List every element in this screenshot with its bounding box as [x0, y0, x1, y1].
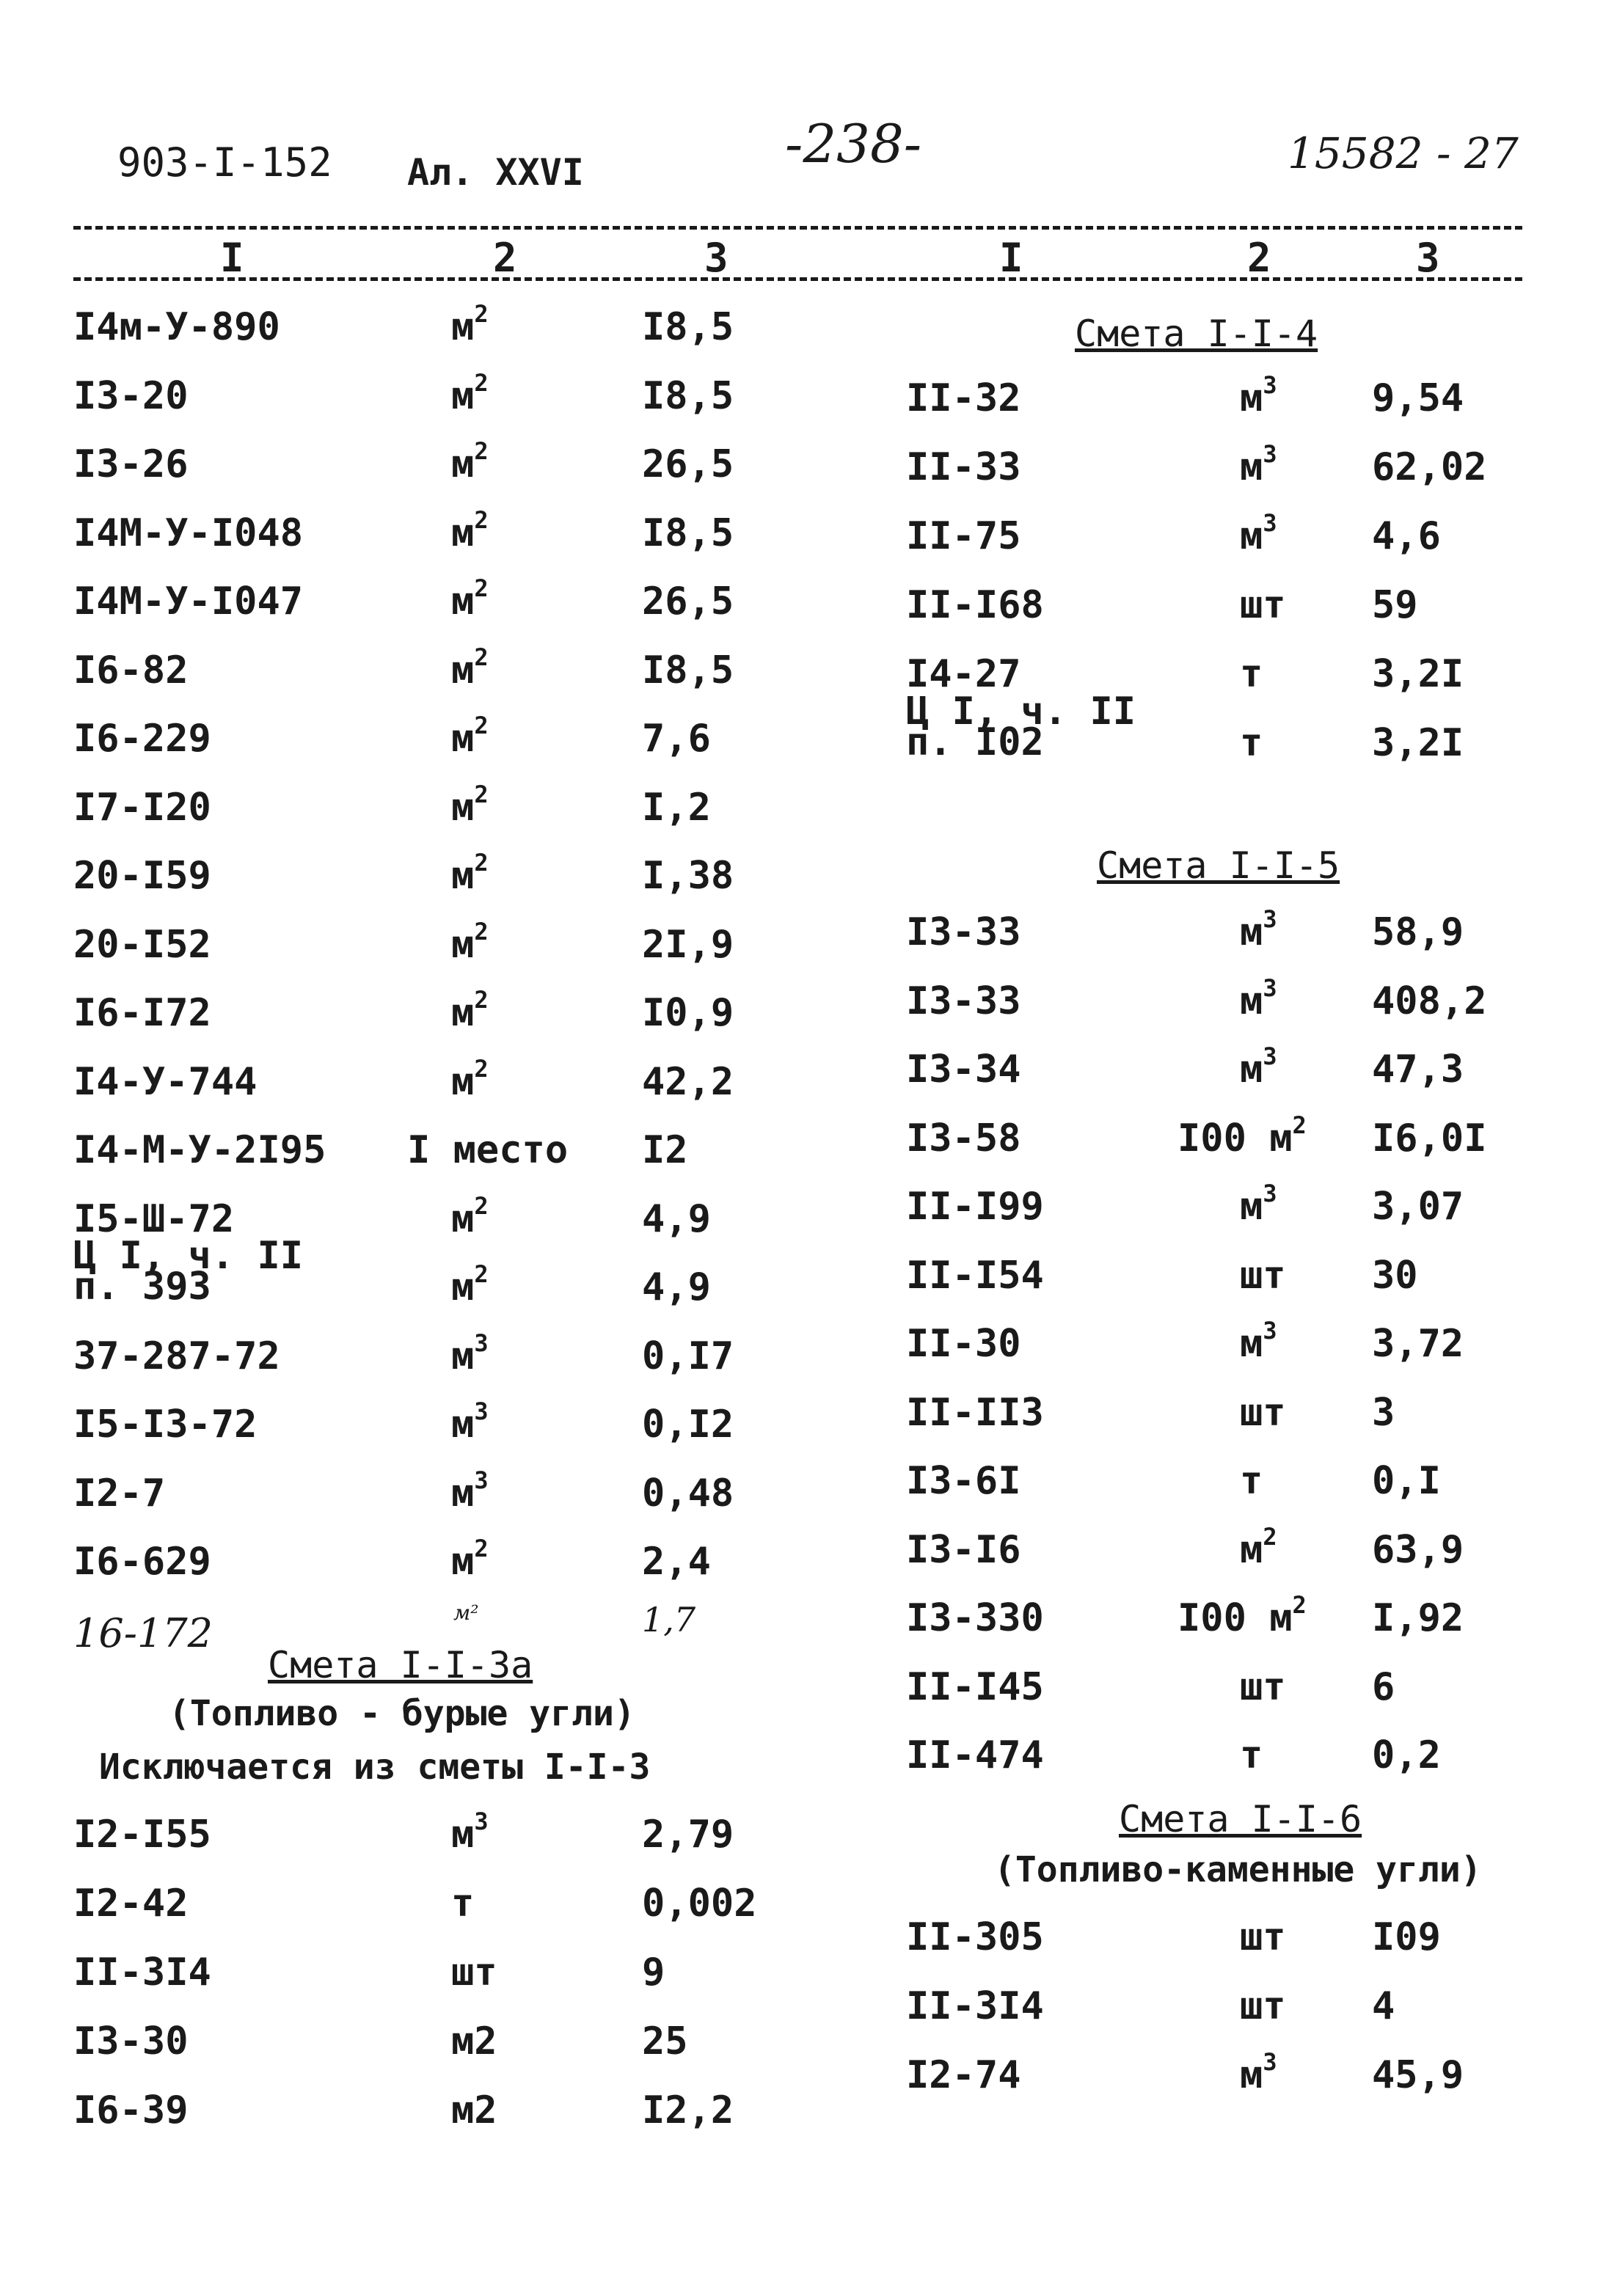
row-code: II-I54: [906, 1253, 1044, 1298]
row-unit: шт: [1240, 1984, 1286, 2028]
row-unit: шт: [1240, 1915, 1286, 1959]
row-code: II-32: [906, 376, 1021, 420]
row-unit: $м^2$: [451, 1535, 489, 1584]
row-code: I3-33: [906, 910, 1021, 954]
row-unit: м2: [451, 2019, 497, 2063]
row-unit: $м^2$: [451, 574, 489, 624]
row-value: 3,2I: [1372, 652, 1464, 696]
row-unit: шт: [1240, 1664, 1286, 1709]
row-value: 26,5: [642, 580, 734, 624]
row-code: I4-27: [906, 652, 1021, 696]
row-unit: $м^2$: [1240, 1522, 1277, 1572]
row-unit: $м^2$: [451, 986, 489, 1035]
row-code: II-II3: [906, 1390, 1044, 1435]
smeta-6-note-fuel: (Топливо-каменные угли): [994, 1849, 1482, 1890]
row-code: I2-7: [73, 1471, 166, 1516]
row-value: 4,9: [642, 1196, 711, 1241]
handwritten-code: 16-172: [73, 1610, 213, 1656]
row-code: I2-I55: [73, 1813, 211, 1857]
row-value: 4,6: [1372, 514, 1441, 558]
row-value: I8,5: [642, 373, 734, 418]
row-value: 25: [642, 2019, 688, 2063]
row-value: 4: [1372, 1984, 1395, 2028]
row-code: 20-I52: [73, 922, 211, 967]
row-value: I09: [1372, 1915, 1441, 1959]
row-unit: $м^2$: [451, 300, 489, 349]
row-unit: $м^2$: [451, 1054, 489, 1104]
row-unit: $м^2$: [451, 1260, 489, 1309]
row-unit: шт: [1240, 583, 1286, 627]
doc-code-text: 903-I-152: [117, 139, 332, 186]
row-code: II-305: [906, 1915, 1044, 1959]
right-col-header-3: 3: [1416, 235, 1440, 281]
row-value: 62,02: [1372, 445, 1487, 489]
row-value: 59: [1372, 583, 1418, 627]
row-unit: $м^3$: [1240, 509, 1277, 558]
row-value: I0,9: [642, 991, 734, 1035]
smeta-3a-title: Смета I-I-3а: [268, 1644, 533, 1686]
right-col-header-2: 2: [1247, 235, 1271, 281]
row-code: I3-30: [73, 2019, 189, 2063]
row-code: I3-330: [906, 1596, 1044, 1640]
row-code: I3-6I: [906, 1459, 1021, 1503]
row-value: 3,2I: [1372, 721, 1464, 765]
row-value: 0,2: [1372, 1733, 1441, 1777]
row-value: 30: [1372, 1253, 1418, 1298]
header-rule-top: [73, 226, 1522, 230]
row-value: 6: [1372, 1664, 1395, 1709]
row-value: 26,5: [642, 442, 734, 486]
row-code: II-I99: [906, 1185, 1044, 1229]
row-value: 63,9: [1372, 1527, 1464, 1572]
smeta-5-title: Смета I-I-5: [1097, 844, 1340, 887]
row-unit: $м^2$: [451, 917, 489, 967]
row-unit: $м^2$: [451, 849, 489, 898]
row-unit: I00 $м^2$: [1177, 1591, 1307, 1640]
row-code: Ц I, ч. II п. 393: [73, 1234, 304, 1309]
row-unit: т: [1240, 721, 1263, 765]
row-value: I,38: [642, 854, 734, 898]
row-code: 20-I59: [73, 854, 211, 898]
row-code: I3-26: [73, 442, 189, 486]
row-value: I2,2: [642, 2088, 734, 2132]
row-unit: т: [1240, 652, 1263, 696]
row-value: I6,0I: [1372, 1116, 1487, 1160]
row-code: II-75: [906, 514, 1021, 558]
row-code: I3-33: [906, 979, 1021, 1023]
row-unit: шт: [451, 1950, 497, 1995]
row-unit: $м^2$: [451, 1191, 489, 1241]
row-code: I7-I20: [73, 785, 211, 830]
left-col-header-2: 2: [493, 235, 517, 281]
row-code: I5-Ш-72: [73, 1196, 235, 1241]
left-col-header-3: 3: [704, 235, 729, 281]
row-code: I2-74: [906, 2053, 1021, 2097]
row-code: I6-I72: [73, 991, 211, 1035]
row-unit: $м^2$: [451, 712, 489, 761]
row-code: I4М-У-I048: [73, 511, 304, 555]
left-col-header-1: I: [220, 235, 244, 281]
row-unit: $м^3$: [451, 1807, 489, 1857]
row-unit: $м^3$: [1240, 1317, 1277, 1366]
row-unit: $м^3$: [1240, 973, 1277, 1023]
row-value: 47,3: [1372, 1048, 1464, 1092]
row-value: 408,2: [1372, 979, 1487, 1023]
row-value: 9: [642, 1950, 665, 1995]
row-value: 0,I2: [642, 1403, 734, 1447]
row-unit: т: [451, 1882, 475, 1926]
row-unit: $м^3$: [1240, 2048, 1277, 2097]
row-unit: $м^3$: [451, 1466, 489, 1516]
row-unit: I00 $м^2$: [1177, 1111, 1307, 1160]
row-code: II-30: [906, 1322, 1021, 1366]
handwritten-unit: м²: [453, 1601, 479, 1625]
row-unit: т: [1240, 1733, 1263, 1777]
row-code: 37-287-72: [73, 1334, 280, 1378]
row-value: 45,9: [1372, 2053, 1464, 2097]
row-value: I8,5: [642, 511, 734, 555]
row-code: I4М-У-I047: [73, 580, 304, 624]
row-value: 4,9: [642, 1265, 711, 1309]
doc-code: [117, 139, 332, 186]
row-unit: $м^2$: [451, 437, 489, 486]
sheet-code: 15582 - 27: [1288, 128, 1519, 178]
row-code: Ц I, ч. II п. I02: [906, 690, 1136, 764]
row-unit: $м^3$: [1240, 440, 1277, 489]
row-code: I5-I3-72: [73, 1403, 258, 1447]
row-value: 58,9: [1372, 910, 1464, 954]
row-value: 2I,9: [642, 922, 734, 967]
row-unit: шт: [1240, 1253, 1286, 1298]
smeta-4-title: Смета I-I-4: [1075, 312, 1318, 355]
row-value: 9,54: [1372, 376, 1464, 420]
row-value: 0,48: [642, 1471, 734, 1516]
album-label: Ал. XXVI: [407, 151, 584, 194]
row-unit: $м^3$: [451, 1397, 489, 1447]
row-value: I8,5: [642, 648, 734, 692]
row-value: I,2: [642, 785, 711, 830]
row-code: II-33: [906, 445, 1021, 489]
row-code: I2-42: [73, 1882, 189, 1926]
row-unit: $м^2$: [451, 780, 489, 830]
row-value: I2: [642, 1128, 688, 1172]
row-code: I3-I6: [906, 1527, 1021, 1572]
right-col-header-1: I: [999, 235, 1023, 281]
row-unit: I место: [407, 1128, 569, 1172]
row-unit: $м^3$: [1240, 371, 1277, 420]
row-value: 3,07: [1372, 1185, 1464, 1229]
row-code: II-I45: [906, 1664, 1044, 1709]
row-code: I6-229: [73, 717, 211, 761]
row-unit: $м^3$: [1240, 1180, 1277, 1229]
row-unit: $м^3$: [1240, 1042, 1277, 1092]
row-code: I3-34: [906, 1048, 1021, 1092]
handwritten-value: 1,7: [642, 1600, 696, 1639]
row-value: I8,5: [642, 305, 734, 349]
row-unit: м2: [451, 2088, 497, 2132]
header-rule-bottom: [73, 277, 1522, 281]
row-unit: $м^2$: [451, 643, 489, 692]
row-value: 0,002: [642, 1882, 757, 1926]
row-value: I,92: [1372, 1596, 1464, 1640]
row-value: 3,72: [1372, 1322, 1464, 1366]
row-unit: шт: [1240, 1390, 1286, 1435]
row-value: 42,2: [642, 1059, 734, 1104]
smeta-3a-note-excluded: Исключается из сметы I-I-3: [99, 1747, 651, 1788]
row-unit: $м^3$: [1240, 905, 1277, 954]
row-unit: $м^3$: [451, 1328, 489, 1378]
row-value: 2,79: [642, 1813, 734, 1857]
row-code: II-474: [906, 1733, 1044, 1777]
row-code: I4-М-У-2I95: [73, 1128, 326, 1172]
page-number: -238-: [785, 113, 922, 175]
row-code: II-3I4: [73, 1950, 211, 1995]
row-value: 0,I: [1372, 1459, 1441, 1503]
row-code: I3-20: [73, 373, 189, 418]
row-value: 7,6: [642, 717, 711, 761]
smeta-3a-note-fuel: (Топливо - бурые угли): [169, 1693, 635, 1734]
row-code: I4-У-744: [73, 1059, 258, 1104]
row-code: I6-629: [73, 1540, 211, 1584]
row-value: 2,4: [642, 1540, 711, 1584]
row-code: II-3I4: [906, 1984, 1044, 2028]
row-value: 3: [1372, 1390, 1395, 1435]
row-code: I3-58: [906, 1116, 1021, 1160]
row-code: II-I68: [906, 583, 1044, 627]
row-code: I4м-У-890: [73, 305, 280, 349]
row-unit: т: [1240, 1459, 1263, 1503]
row-unit: $м^2$: [451, 368, 489, 418]
row-unit: $м^2$: [451, 505, 489, 555]
row-code: I6-82: [73, 648, 189, 692]
smeta-6-title: Смета I-I-6: [1119, 1798, 1362, 1840]
row-code: I6-39: [73, 2088, 189, 2132]
row-value: 0,I7: [642, 1334, 734, 1378]
